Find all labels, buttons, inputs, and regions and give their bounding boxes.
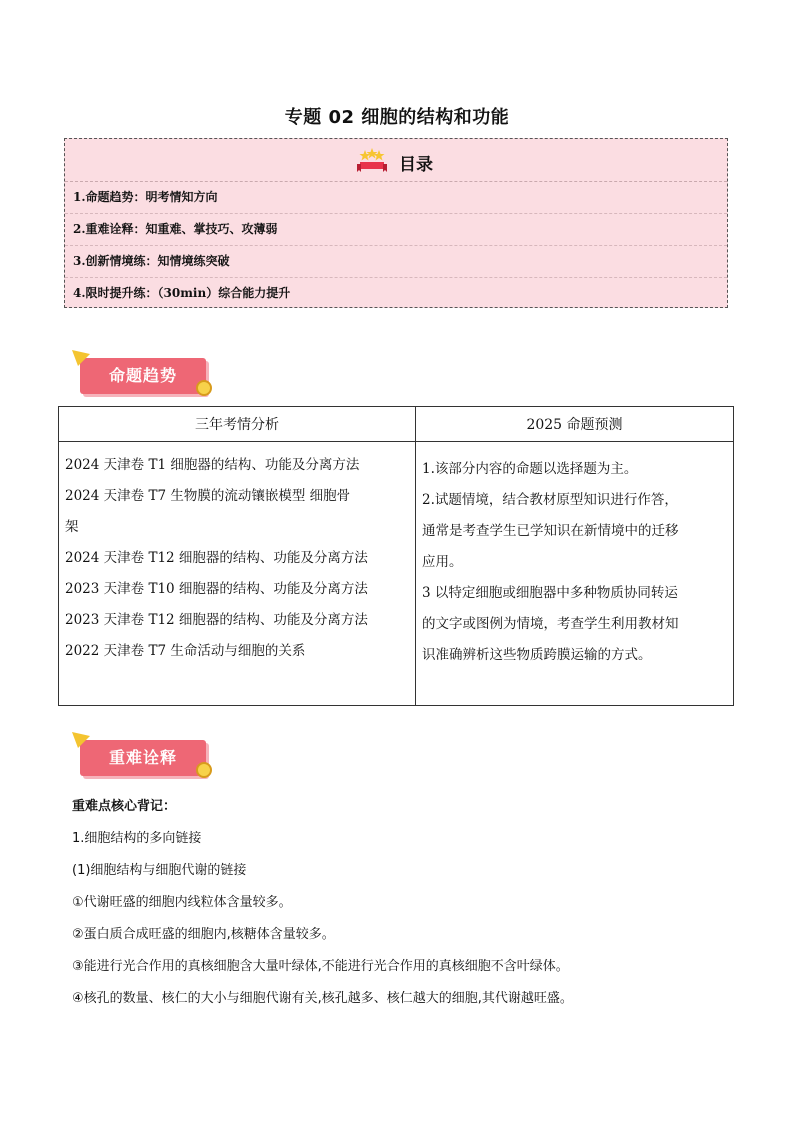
coin-icon: [196, 380, 212, 396]
trend-table: [58, 406, 734, 706]
coin-icon: [196, 762, 212, 778]
prediction-line: 2.试题情境，结合教材原型知识进行作答，: [422, 492, 678, 508]
section-title: 命题趋势: [108, 366, 177, 385]
toc-item[interactable]: 1.命题趋势：明考情知方向: [65, 182, 727, 214]
table-header-row: [59, 407, 734, 442]
exam-item: 2024 天津卷 T12 细胞器的结构、功能及分离方法: [65, 550, 368, 566]
key-points-body: [72, 797, 732, 1021]
body-heading: 重难点核心背记：: [72, 799, 177, 814]
exam-item: 2024 天津卷 T1 细胞器的结构、功能及分离方法: [65, 457, 360, 473]
exam-item: 2023 天津卷 T12 细胞器的结构、功能及分离方法: [65, 612, 368, 628]
toc-heading: 目录: [399, 155, 433, 175]
table-row: [59, 442, 734, 706]
prediction-cell: [416, 442, 734, 706]
body-line: ①代谢旺盛的细胞内线粒体含量较多。: [72, 895, 292, 910]
toc-item[interactable]: 2.重难诠释：知重难、掌技巧、攻薄弱: [65, 214, 727, 246]
body-line: ③能进行光合作用的真核细胞含大量叶绿体,不能进行光合作用的真核细胞不含叶绿体。: [72, 959, 569, 974]
prediction-line: 通常是考查学生已学知识在新情境中的迁移: [422, 523, 679, 539]
page-title: 专题 02 细胞的结构和功能: [284, 107, 510, 128]
toc-item[interactable]: 4.限时提升练：（30min）综合能力提升: [73, 286, 291, 300]
body-line: (1)细胞结构与细胞代谢的链接: [72, 863, 247, 878]
body-line: ④核孔的数量、核仁的大小与细胞代谢有关,核孔越多、核仁越大的细胞,其代谢越旺盛。: [72, 991, 573, 1006]
toc-item[interactable]: 3.创新情境练：知情境练突破: [65, 246, 727, 278]
exam-item: 2022 天津卷 T7 生命活动与细胞的关系: [65, 643, 306, 659]
body-line: ②蛋白质合成旺盛的细胞内,核糖体含量较多。: [72, 927, 335, 942]
body-line: 1.细胞结构的多向链接: [72, 831, 202, 846]
section-badge-key-points: [70, 732, 216, 784]
table-header: 三年考情分析: [59, 407, 416, 442]
table-of-contents: [64, 138, 728, 308]
section-badge-trend: [70, 350, 216, 402]
toc-header: [65, 139, 727, 182]
table-header: 2025 命题预测: [416, 407, 734, 442]
prediction-line: 识准确辨析这些物质跨膜运输的方式。: [422, 647, 652, 663]
exam-analysis-cell: [59, 442, 416, 706]
exam-item: 2023 天津卷 T10 细胞器的结构、功能及分离方法: [65, 581, 368, 597]
prediction-line: 1.该部分内容的命题以选择题为主。: [422, 461, 638, 477]
ribbon-stars-icon: [357, 147, 387, 175]
prediction-line: 的文字或图例为情境，考查学生利用教材知: [422, 616, 679, 632]
exam-item: 2024 天津卷 T7 生物膜的流动镶嵌模型 细胞骨: [65, 488, 351, 504]
prediction-line: 3 以特定细胞或细胞器中多种物质协同转运: [422, 585, 678, 601]
section-title: 重难诠释: [108, 748, 177, 767]
exam-item: 架: [65, 519, 79, 535]
prediction-line: 应用。: [422, 554, 463, 570]
